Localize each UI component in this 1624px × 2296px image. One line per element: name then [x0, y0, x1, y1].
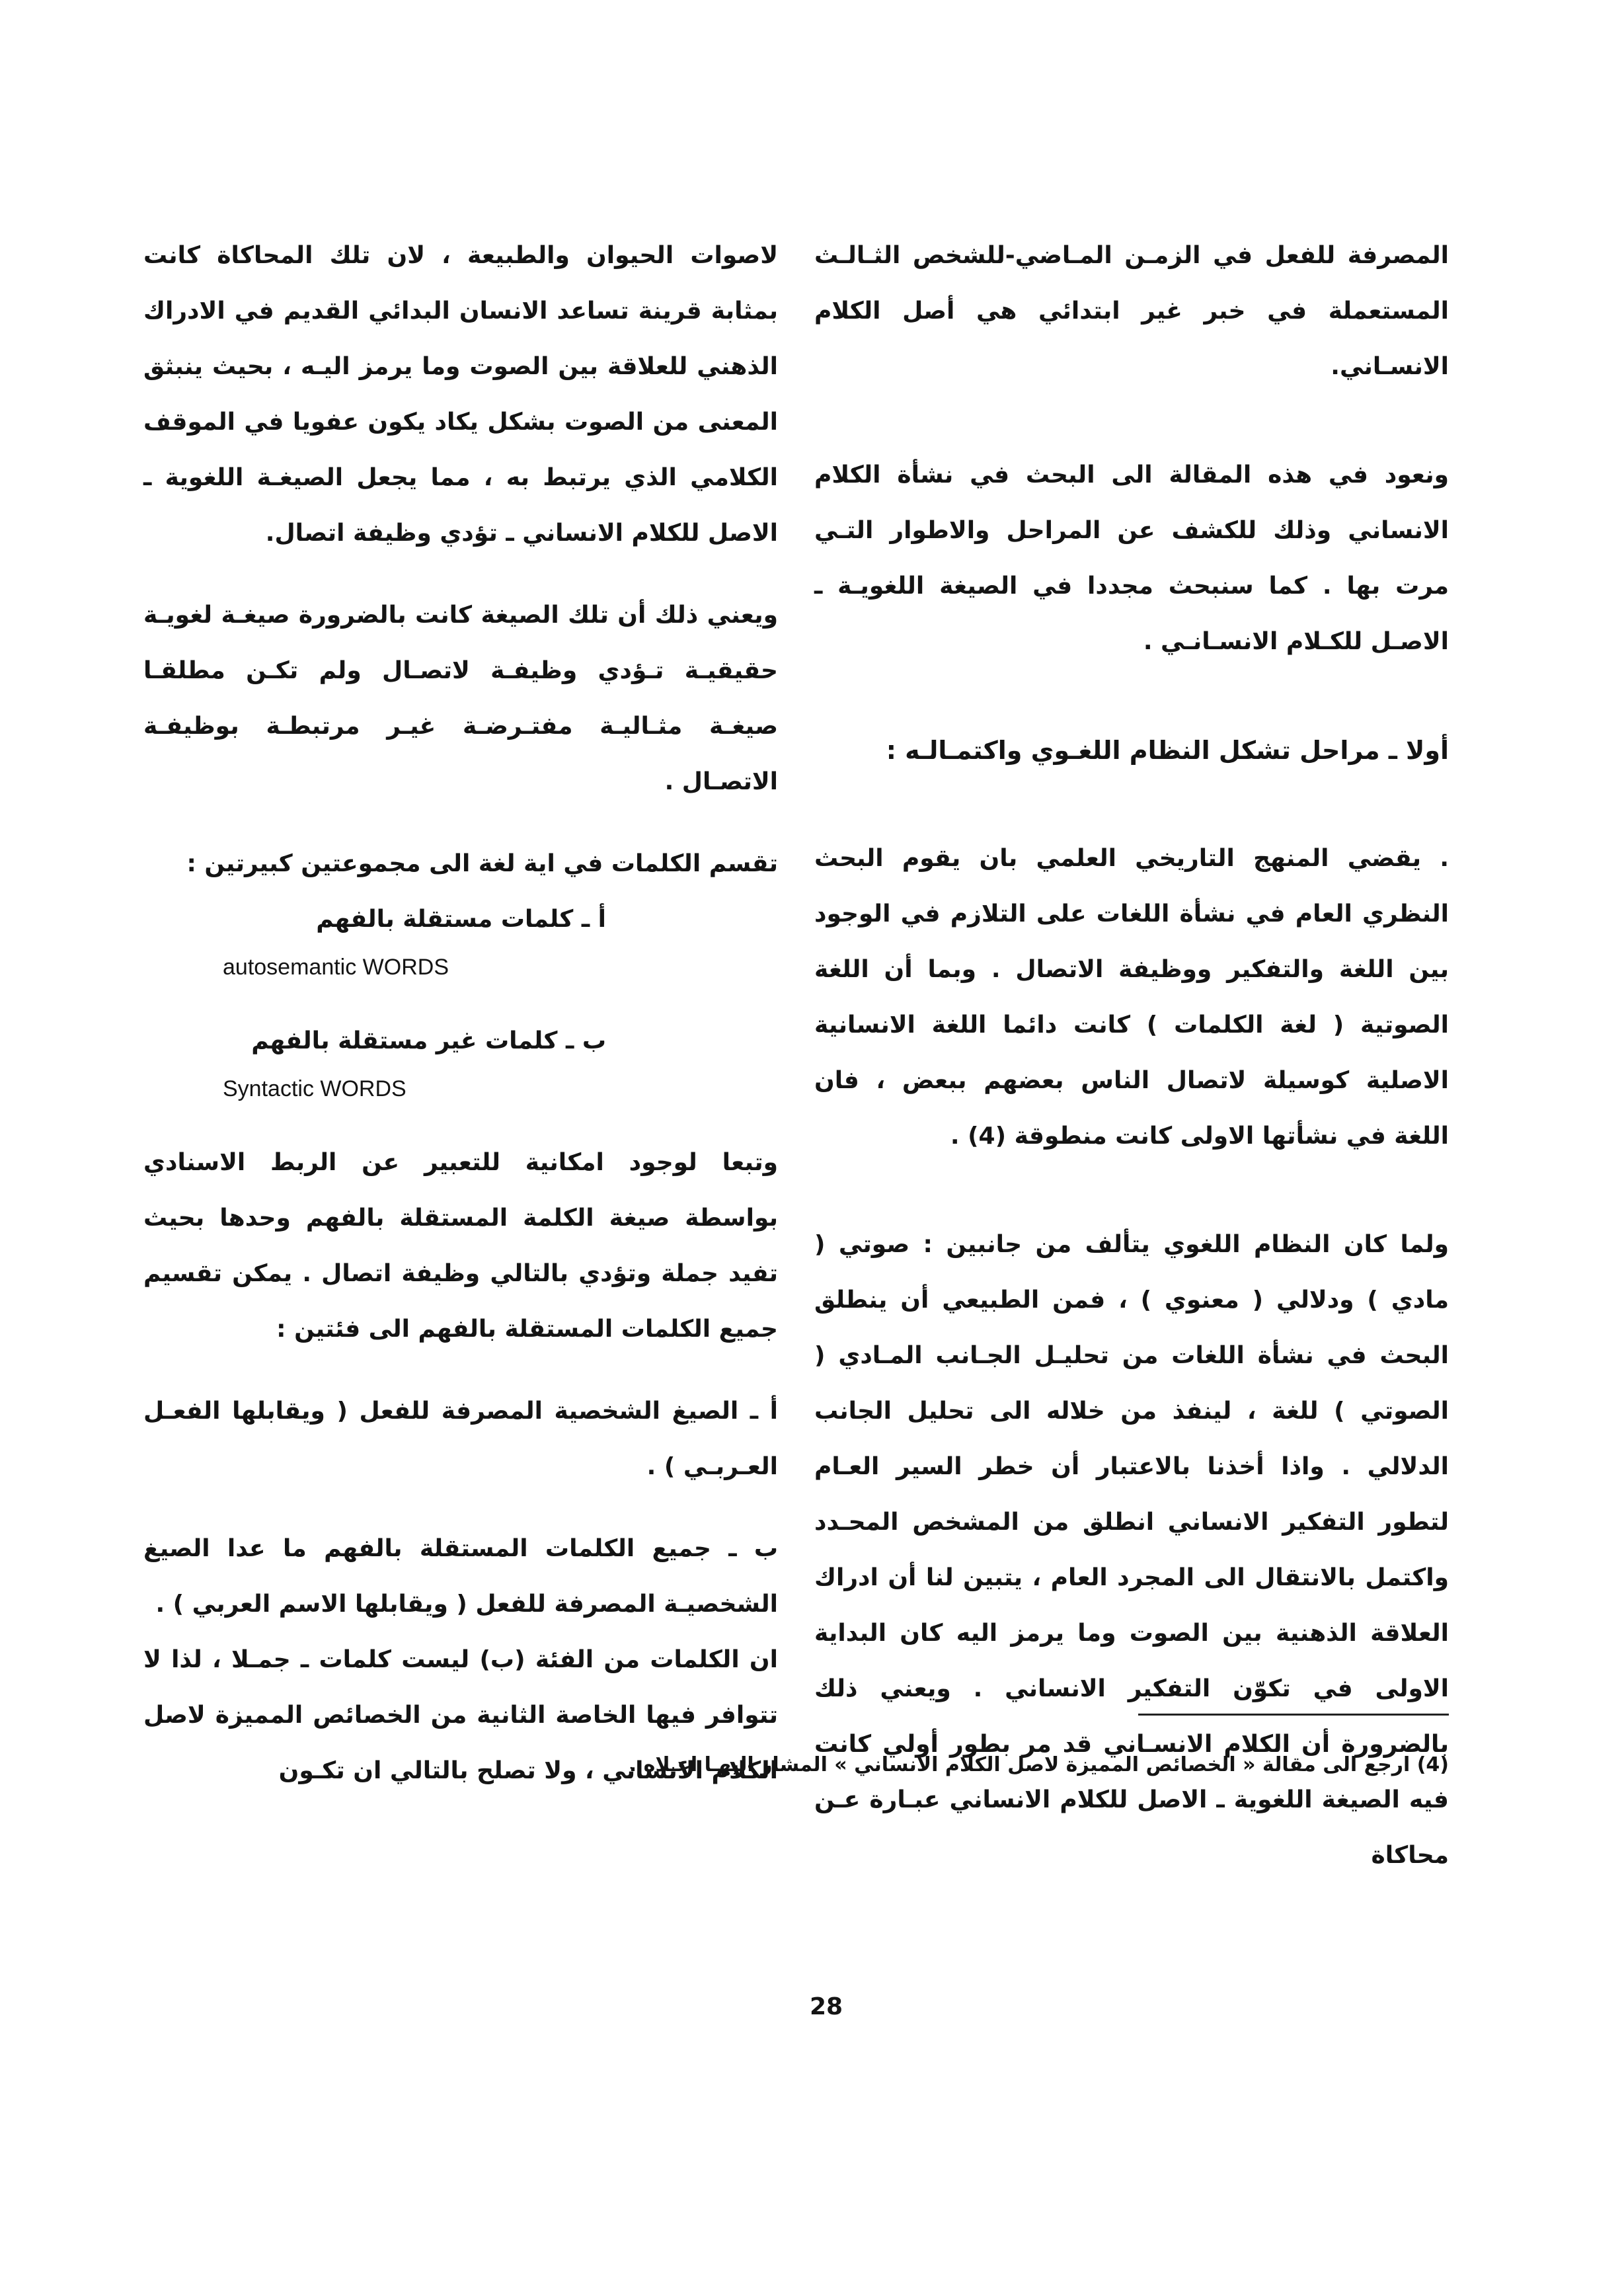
paragraph: ولما كان النظام اللغوي يتألف من جانبين : صوتي ( مادي ) ودلالي ( معنوي ) ، فمن الطبيعي أن ينطلق البحث في نشأة اللغات من تحليـل الجـانب المـادي ( الصوتي ) للغة ، لينفذ من خلاله الى تحليل الجانب الدلالي . واذا أخذنا بالاعتبار أن خطر السير العـام لتطور التفكير الانساني انطلق من المشخص المحـدد واكتمل بالانتقال الى المجرد العام ، يتبين لنا أن ادراك العلاقة الذهنية بين الصوت وما يرمز اليه كان البداية الاولى في تكوّن التفكير الانساني . ويعني ذلك بالضرورة أن الكلام الانسـاني قد مر بطور أولي كانت فيه الصيغة اللغوية ـ الاصل للكلام الانساني عبـارة عـن محاكاة	[814, 1231, 1449, 1869]
paragraph: ان الكلمات من الفئة (ب) ليست كلمات ـ جمـلا ، لذا لا تتوافر فيها الخاصة الثانية من الخصائص المميزة لاصل الكلام الانساني ، ولا تصلح بالتالي ان تكـون	[143, 1646, 778, 1784]
footnote: (4) ارجع الى مقالة « الخصائص المميزة لاصل الكلام الانساني » المشار اليهـا اعـلاه .	[629, 1753, 1449, 1776]
paragraph: أ ـ الصيغ الشخصية المصرفة للفعل ( ويقابلها الفعـل العـربـي ) .	[143, 1398, 778, 1480]
paragraph: تقسم الكلمات في اية لغة الى مجموعتين كبيرتين :	[186, 850, 778, 877]
list-item-b: ب ـ كلمات غير مستقلة بالفهم	[251, 1027, 606, 1054]
paragraph: وتبعا لوجود امكانية للتعبير عن الربط الاسنادي بواسطة صيغة الكلمة المستقلة بالفهم وحدها بحيث تفيد جملة وتؤدي بالتالي وظيفة اتصال . يمكن تقسيم جميع الكلمات المستقلة بالفهم الى فئتين :	[143, 1149, 778, 1343]
paragraph: المصرفة للفعل في الزمـن المـاضي-للشخص الثـالـث المستعملة في خبر غير ابتدائي هي أصل الكلام الانسـاني.	[814, 242, 1449, 380]
paragraph: لاصوات الحيوان والطبيعة ، لان تلك المحاكاة كانت بمثابة قرينة تساعد الانسان البدائي القديم في الادراك الذهني للعلاقة بين الصوت وما يرمز اليـه ، بحيث ينبثق المعنى من الصوت بشكل يكاد يكون عفويا في الموقف الكلامي الذي يرتبط به ، مما يجعل الصيغـة اللغوية ـ الاصل للكلام الانساني ـ تؤدي وظيفة اتصال.	[143, 242, 778, 547]
section-heading: أولا ـ مراحل تشكل النظام اللغـوي واكتمـالـه :	[886, 736, 1449, 765]
page-number: 28	[810, 1993, 843, 2020]
paragraph: ويعني ذلك أن تلك الصيغة كانت بالضرورة صيغـة لغويـة حقيقيـة تـؤدي وظيفـة لاتصـال ولم تكـن مطلقـا صيغـة مثـاليـة مفتـرضـة غيـر مرتبطـة بوظيفـة الاتصـال .	[143, 602, 778, 795]
list-item-a: أ ـ كلمات مستقلة بالفهم	[316, 906, 606, 933]
left-column	[143, 228, 778, 1799]
list-item-a-latin: autosemantic WORDS	[223, 955, 449, 980]
footnote-divider	[1138, 1714, 1449, 1716]
paragraph: . يقضي المنهج التاريخي العلمي بان يقوم البحث النظري العام في نشأة اللغات على التلازم في الوجود بين اللغة والتفكير ووظيفة الاتصال . وبما أن اللغة الصوتية ( لغة الكلمات ) كانت دائما اللغة الانسانية الاصلية كوسيلة لاتصال الناس بعضهم ببعض ، فان اللغة في نشأتها الاولى كانت منطوقة (4) .	[814, 845, 1449, 1150]
list-item-b-latin: Syntactic WORDS	[223, 1076, 406, 1101]
right-column	[814, 228, 1449, 1883]
paragraph: ونعود في هذه المقالة الى البحث في نشأة الكلام الانساني وذلك للكشف عن المراحل والاطوار التـي مرت بها . كما سنبحث مجددا في الصيغة اللغويـة ـ الاصـل للكـلام الانسـانـي .	[814, 461, 1449, 655]
paragraph: ب ـ جميع الكلمات المستقلة بالفهم ما عدا الصيغ الشخصيـة المصرفة للفعل ( ويقابلها الاسم العربي ) .	[143, 1535, 778, 1618]
